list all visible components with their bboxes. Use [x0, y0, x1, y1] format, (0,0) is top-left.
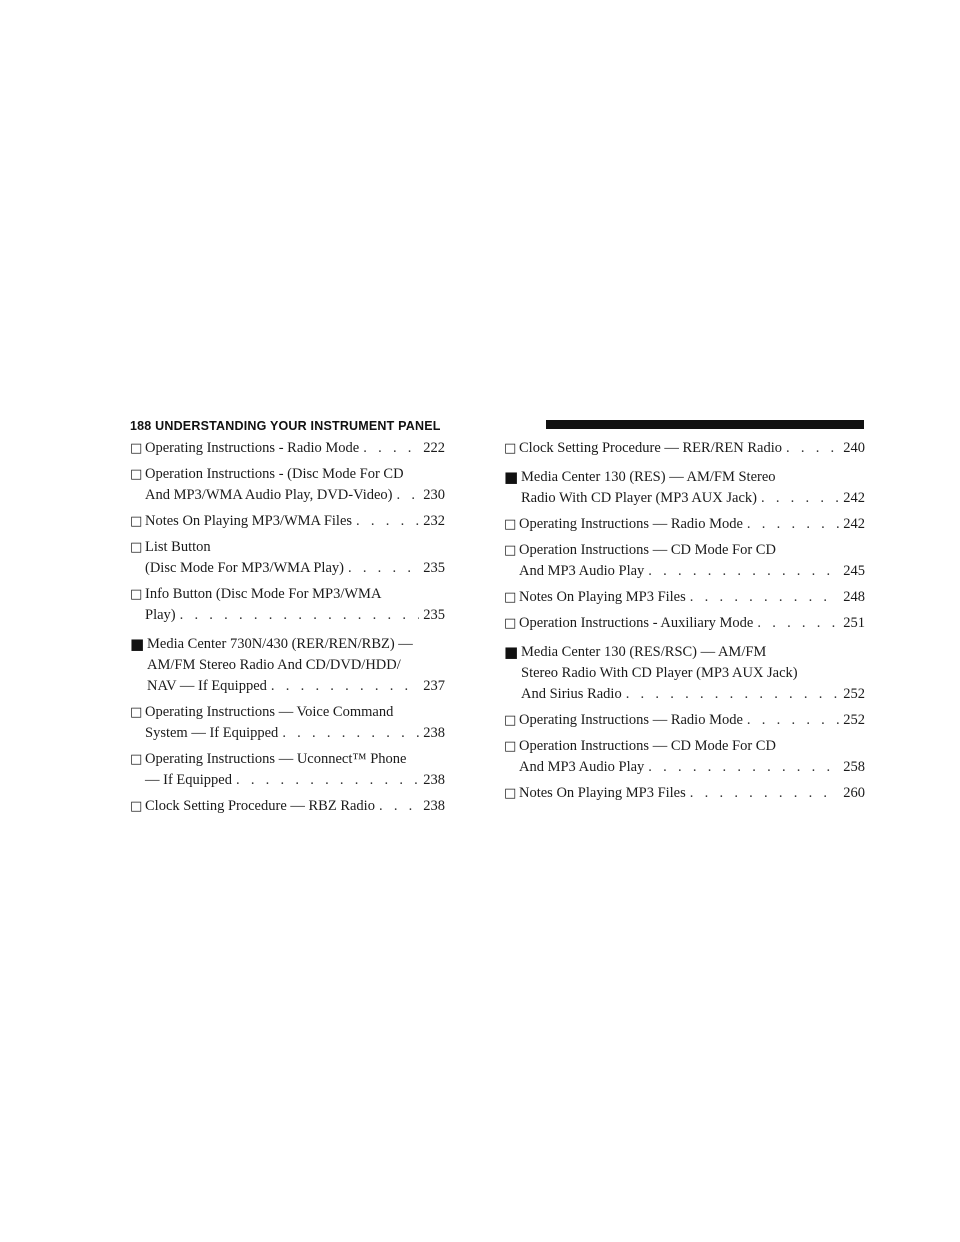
toc-entry[interactable]: [504, 540, 865, 582]
toc-page-number: 232: [423, 513, 445, 529]
subsection-box-icon: □: [130, 441, 143, 456]
toc-page-number: 237: [423, 678, 445, 694]
toc-entry[interactable]: [504, 438, 865, 459]
toc-entry-title: Operation Instructions - Auxiliary Mode: [519, 615, 754, 631]
toc-entry[interactable]: [504, 514, 865, 535]
toc-entry-title: Notes On Playing MP3/WMA Files: [145, 513, 353, 529]
toc-entry-title: Clock Setting Procedure — RER/REN Radio: [519, 440, 782, 456]
dot-leader: [236, 770, 419, 791]
section-square-icon: ■: [504, 468, 519, 486]
dot-leader: [747, 710, 839, 731]
toc-entry[interactable]: [130, 584, 445, 626]
toc-entry-title: List Button: [145, 539, 211, 555]
subsection-box-icon: □: [130, 587, 143, 602]
toc-page-number: 248: [843, 589, 865, 605]
toc-entry-title: AM/FM Stereo Radio And CD/DVD/HDD/: [147, 657, 401, 673]
toc-entry-title: — If Equipped: [145, 772, 232, 788]
toc-entry-title: Play): [145, 607, 176, 623]
dot-leader: [648, 561, 839, 582]
toc-entry-title: Media Center 130 (RES) — AM/FM Stereo: [521, 469, 776, 485]
subsection-box-icon: □: [130, 467, 143, 482]
toc-entry-title: And MP3/WMA Audio Play, DVD-Video): [145, 487, 393, 503]
subsection-box-icon: □: [504, 441, 517, 456]
toc-entry-title: Operation Instructions — CD Mode For CD: [519, 738, 776, 754]
toc-right-column: [504, 438, 865, 809]
toc-entry-title: Operating Instructions - Radio Mode: [145, 440, 360, 456]
toc-entry-title: And MP3 Audio Play: [519, 563, 645, 579]
subsection-box-icon: □: [130, 752, 143, 767]
dot-leader: [282, 723, 419, 744]
subsection-box-icon: □: [504, 590, 517, 605]
toc-page-number: 235: [423, 560, 445, 576]
subsection-box-icon: □: [504, 786, 517, 801]
toc-entry-title: Notes On Playing MP3 Files: [519, 785, 686, 801]
toc-entry-title: System — If Equipped: [145, 725, 279, 741]
dot-leader: [648, 757, 839, 778]
dot-leader: [397, 485, 420, 506]
toc-page-number: 238: [423, 725, 445, 741]
header-rule: [546, 420, 864, 429]
toc-entry-title: Notes On Playing MP3 Files: [519, 589, 686, 605]
toc-page-number: 230: [423, 487, 445, 503]
toc-entry[interactable]: [130, 537, 445, 579]
dot-leader: [690, 783, 839, 804]
toc-entry[interactable]: [504, 736, 865, 778]
dot-leader: [348, 558, 419, 579]
dot-leader: [180, 605, 420, 626]
toc-entry-title: Operating Instructions — Radio Mode: [519, 712, 743, 728]
toc-page-number: 242: [843, 490, 865, 506]
dot-leader: [786, 438, 839, 459]
dot-leader: [271, 676, 419, 697]
toc-entry[interactable]: [504, 613, 865, 634]
toc-page-number: 235: [423, 607, 445, 623]
dot-leader: [379, 796, 419, 817]
toc-entry-title: Stereo Radio With CD Player (MP3 AUX Jack): [521, 665, 798, 681]
toc-entry[interactable]: [130, 634, 445, 697]
toc-entry-title: Info Button (Disc Mode For MP3/WMA: [145, 586, 382, 602]
dot-leader: [757, 613, 839, 634]
toc-entry[interactable]: [504, 642, 865, 705]
toc-entry[interactable]: [130, 796, 445, 817]
toc-entry-title: And MP3 Audio Play: [519, 759, 645, 775]
toc-entry[interactable]: [130, 702, 445, 744]
header-text: 188 UNDERSTANDING YOUR INSTRUMENT PANEL: [130, 419, 441, 433]
dot-leader: [363, 438, 419, 459]
dot-leader: [626, 684, 840, 705]
toc-entry-title: And Sirius Radio: [521, 686, 622, 702]
section-square-icon: ■: [130, 635, 145, 653]
toc-page-number: 260: [843, 785, 865, 801]
toc-entry-title: Media Center 130 (RES/RSC) — AM/FM: [521, 644, 767, 660]
toc-entry[interactable]: [130, 438, 445, 459]
running-header: [130, 418, 864, 434]
dot-leader: [690, 587, 839, 608]
subsection-box-icon: □: [504, 739, 517, 754]
toc-entry-title: NAV — If Equipped: [147, 678, 267, 694]
toc-entry-title: Operating Instructions — Voice Command: [145, 704, 394, 720]
toc-entry-title: Media Center 730N/430 (RER/REN/RBZ) —: [147, 636, 413, 652]
subsection-box-icon: □: [504, 713, 517, 728]
subsection-box-icon: □: [504, 616, 517, 631]
toc-entry[interactable]: [130, 749, 445, 791]
toc-entry[interactable]: [130, 464, 445, 506]
section-square-icon: ■: [504, 643, 519, 661]
dot-leader: [761, 488, 839, 509]
toc-page-number: 238: [423, 772, 445, 788]
toc-page-number: 238: [423, 798, 445, 814]
toc-entry-title: Clock Setting Procedure — RBZ Radio: [145, 798, 375, 814]
toc-entry[interactable]: [504, 467, 865, 509]
subsection-box-icon: □: [130, 799, 143, 814]
subsection-box-icon: □: [130, 540, 143, 555]
toc-page-number: 245: [843, 563, 865, 579]
subsection-box-icon: □: [504, 517, 517, 532]
toc-entry[interactable]: [504, 587, 865, 608]
toc-entry[interactable]: [504, 783, 865, 804]
toc-page-number: 240: [843, 440, 865, 456]
toc-page-number: 242: [843, 516, 865, 532]
toc-left-column: [130, 438, 445, 822]
subsection-box-icon: □: [130, 514, 143, 529]
subsection-box-icon: □: [504, 543, 517, 558]
toc-entry[interactable]: [504, 710, 865, 731]
dot-leader: [747, 514, 839, 535]
toc-entry[interactable]: [130, 511, 445, 532]
subsection-box-icon: □: [130, 705, 143, 720]
toc-entry-title: Radio With CD Player (MP3 AUX Jack): [521, 490, 757, 506]
toc-page-number: 252: [843, 686, 865, 702]
toc-entry-title: (Disc Mode For MP3/WMA Play): [145, 560, 344, 576]
toc-entry-title: Operation Instructions — CD Mode For CD: [519, 542, 776, 558]
toc-entry-title: Operation Instructions - (Disc Mode For CD: [145, 466, 404, 482]
toc-entry-title: Operating Instructions — Uconnect™ Phone: [145, 751, 407, 767]
toc-entry-title: Operating Instructions — Radio Mode: [519, 516, 743, 532]
dot-leader: [356, 511, 419, 532]
toc-page-number: 252: [843, 712, 865, 728]
toc-page-number: 251: [843, 615, 865, 631]
toc-page-number: 258: [843, 759, 865, 775]
toc-page-number: 222: [423, 440, 445, 456]
